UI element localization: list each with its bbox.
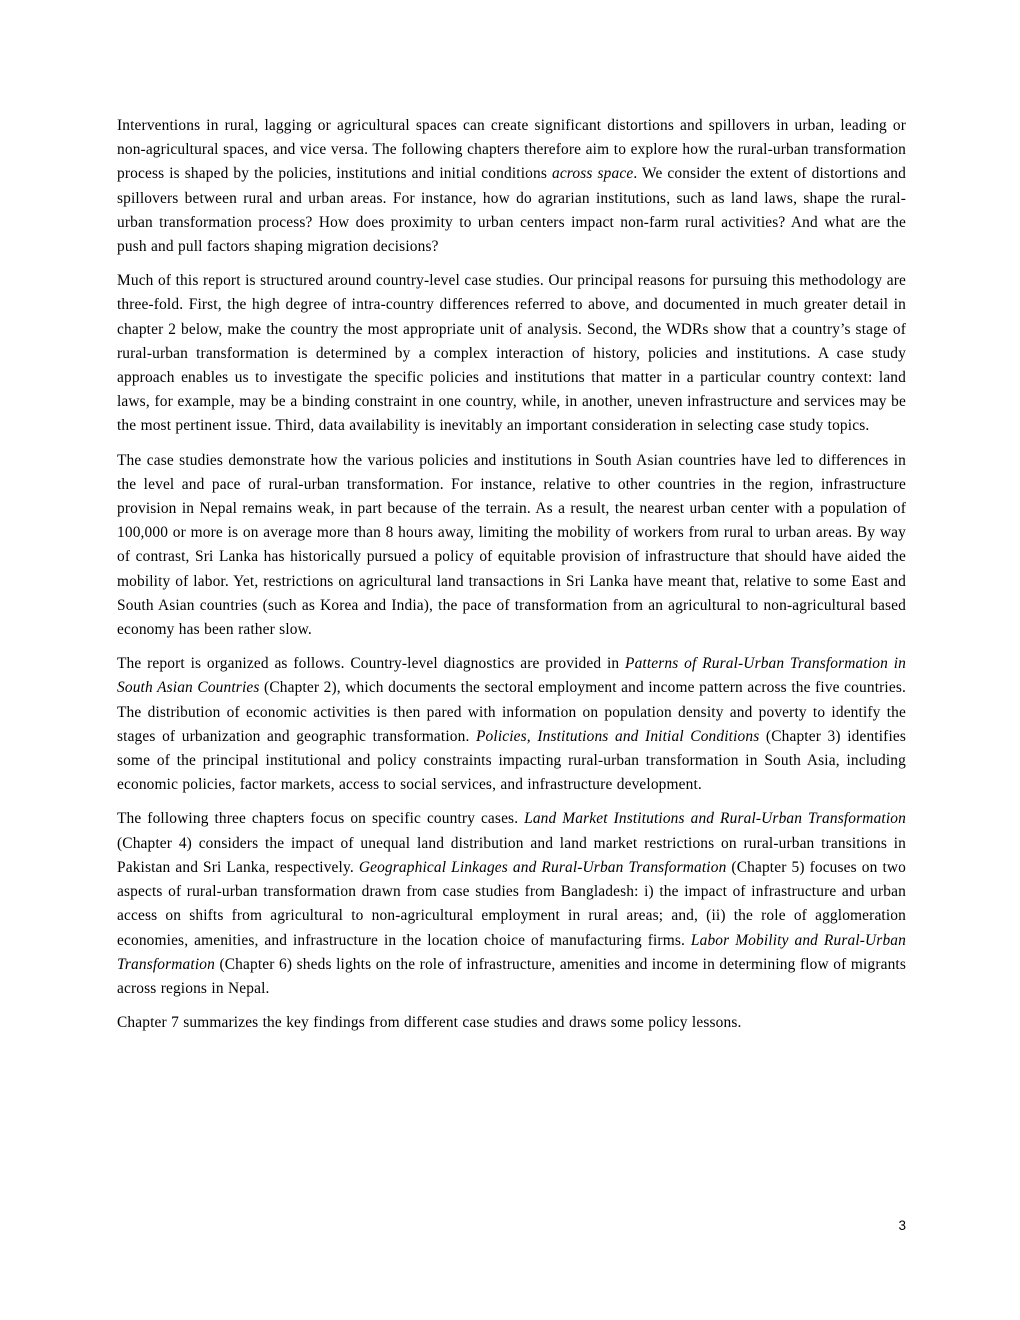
- text-run: (Chapter 2), which documents the sectoral employment and income pattern across the five countries. The distribution of economic activities is then pared with information on population density and poverty to identify the stages of urbanization and geographic transformation.: [117, 679, 906, 745]
- body-paragraph: [117, 449, 906, 643]
- text-run: The following three chapters focus on specific country cases.: [117, 810, 525, 828]
- body-paragraph: [117, 807, 906, 1001]
- italic-title-run: across space: [551, 165, 634, 183]
- text-run: Interventions in rural, lagging or agricultural spaces can create significant distortions and spillovers in urban, leading or non-agricultural spaces, and vice versa. The following chapters therefore aim to explore how the rural-urban transformation process is shaped by the policies, institutions and initial conditions: [117, 117, 906, 183]
- text-run: Chapter 7 summarizes the key findings from different case studies and draws some policy lessons.: [117, 1014, 742, 1032]
- body-paragraph: [117, 114, 906, 259]
- text-run: . We consider the extent of distortions and spillovers between rural and urban areas. For instance, how do agrarian institutions, such as land laws, shape the rural-urban transformation process? How does proximity to urban centers impact non-farm rural activities? And what are the push and pull factors shaping migration decisions?: [117, 165, 907, 256]
- text-run: (Chapter 5) focuses on two aspects of rural-urban transformation drawn from case studies from Bangladesh: i) the impact of infrastructure and urban access on shifts from agricultural to non-agricultural employment in rural areas; and, (ii) the role of agglomeration economies, amenities, and infrastructure in the location choice of manufacturing firms.: [117, 858, 907, 949]
- italic-title-run: Land Market Institutions and Rural-Urban Transformation: [524, 810, 906, 828]
- body-text-column: [117, 114, 906, 1035]
- body-paragraph: [117, 1011, 906, 1035]
- text-run: (Chapter 6) sheds lights on the role of infrastructure, amenities and income in determining flow of migrants across regions in Nepal.: [117, 955, 906, 997]
- text-run: The report is organized as follows. Country-level diagnostics are provided in: [117, 655, 626, 673]
- text-run: (Chapter 4) considers the impact of unequal land distribution and land market restrictions on rural-urban transitions in Pakistan and Sri Lanka, respectively.: [117, 834, 906, 876]
- italic-title-run: Labor Mobility and Rural-Urban Transformation: [117, 931, 906, 973]
- page-number: 3: [898, 1218, 906, 1233]
- italic-title-run: Policies, Institutions and Initial Conditions: [475, 727, 760, 745]
- italic-title-run: Patterns of Rural-Urban Transformation in South Asian Countries: [117, 655, 906, 697]
- body-paragraph: [117, 269, 906, 438]
- text-run: (Chapter 3) identifies some of the principal institutional and policy constraints impacting rural-urban transformation in South Asia, including economic policies, factor markets, access to social services, and infrastructure development.: [117, 727, 906, 794]
- italic-title-run: Geographical Linkages and Rural-Urban Transformation: [358, 858, 727, 876]
- body-paragraph: [117, 652, 906, 797]
- text-run: The case studies demonstrate how the various policies and institutions in South Asian countries have led to differences in the level and pace of rural-urban transformation. For instance, relative to other countries in the region, infrastructure provision in Nepal remains weak, in part because of the terrain. As a result, the nearest urban center with a population of 100,000 or more is on average more than 8 hours away, limiting the mobility of workers from rural to urban areas. By way of contrast, Sri Lanka has historically pursued a policy of equitable provision of infrastructure that should have aided the mobility of labor. Yet, restrictions on agricultural land transactions in Sri Lanka have meant that, relative to some East and South Asian countries (such as Korea and India), the pace of transformation from an agricultural to non-agricultural based economy has been rather slow.: [117, 451, 906, 639]
- text-run: Much of this report is structured around country-level case studies. Our principal reasons for pursuing this methodology are three-fold. First, the high degree of intra-country differences referred to above, and documented in much greater detail in chapter 2 below, make the country the most appropriate unit of analysis. Second, the WDRs show that a country’s stage of rural-urban transformation is determined by a complex interaction of history, policies and institutions. A case study approach enables us to investigate the specific policies and institutions that matter in a particular country context: land laws, for example, may be a binding constraint in one country, while, in another, uneven infrastructure and services may be the most pertinent issue. Third, data availability is inevitably an important consideration in selecting case study topics.: [117, 272, 906, 435]
